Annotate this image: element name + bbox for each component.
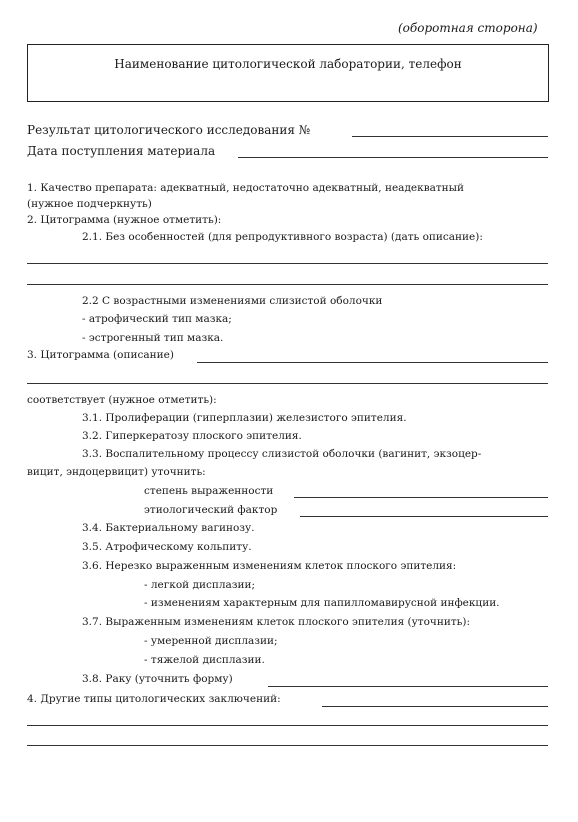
item-3-2: 3.2. Гиперкератозу плоского эпителия. [82, 430, 302, 442]
item-3-7-b: - тяжелой дисплазии. [144, 654, 265, 666]
degree-field[interactable] [294, 497, 548, 498]
item-4-line-2[interactable] [27, 725, 548, 726]
item-2-2-b: - эстрогенный тип мазка. [82, 332, 224, 344]
item-3-6-a: - легкой дисплазии; [144, 579, 256, 591]
item-3-3-continued: вицит, эндоцервицит) уточнить: [27, 466, 206, 478]
received-label: Дата поступления материала [27, 144, 216, 158]
result-label: Результат цитологического исследования № [27, 123, 311, 137]
item-3-field[interactable] [197, 362, 548, 363]
item-4: 4. Другие типы цитологических заключений: [27, 693, 281, 705]
factor-field[interactable] [300, 516, 548, 517]
degree-label: степень выраженности [144, 485, 274, 497]
item-3-3: 3.3. Воспалительному процессу слизистой оболочки (вагинит, экзоцер- [82, 448, 482, 460]
item-4-line-3[interactable] [27, 745, 548, 746]
item-2: 2. Цитограмма (нужное отметить): [27, 214, 222, 226]
item-3-8-field[interactable] [268, 686, 548, 687]
result-number-field[interactable] [352, 136, 548, 137]
item-2-1-line-2[interactable] [27, 284, 548, 285]
received-date-field[interactable] [238, 157, 548, 158]
item-2-2-a: - атрофический тип мазка; [82, 313, 232, 325]
item-3-4: 3.4. Бактериальному вагинозу. [82, 522, 255, 534]
item-3-1: 3.1. Пролиферации (гиперплазии) железистого эпителия. [82, 412, 407, 424]
item-3-6: 3.6. Нерезко выраженным изменениям клеток плоского эпителия: [82, 560, 457, 572]
item-1-note: (нужное подчеркнуть) [27, 198, 152, 210]
item-1: 1. Качество препарата: адекватный, недостаточно адекватный, неадекватный [27, 182, 465, 194]
factor-label: этиологический фактор [144, 504, 278, 516]
item-3: 3. Цитограмма (описание) [27, 349, 174, 361]
item-3-7-a: - умеренной дисплазии; [144, 635, 278, 647]
corresponds-label: соответствует (нужное отметить): [27, 394, 217, 406]
item-3-8: 3.8. Раку (уточнить форму) [82, 673, 233, 685]
item-3-line-2[interactable] [27, 383, 548, 384]
reverse-side-note: (оборотная сторона) [398, 21, 538, 35]
item-3-5: 3.5. Атрофическому кольпиту. [82, 541, 252, 553]
lab-name-box [27, 44, 549, 102]
item-3-7: 3.7. Выраженным изменениям клеток плоского эпителия (уточнить): [82, 616, 471, 628]
item-2-2: 2.2 С возрастными изменениями слизистой оболочки [82, 295, 383, 307]
lab-name-title: Наименование цитологической лаборатории, телефон [114, 57, 462, 71]
item-3-6-b: - изменениям характерным для папилломавирусной инфекции. [144, 597, 500, 609]
item-2-1: 2.1. Без особенностей (для репродуктивного возраста) (дать описание): [82, 231, 483, 243]
item-4-field[interactable] [322, 706, 548, 707]
item-2-1-line-1[interactable] [27, 263, 548, 264]
